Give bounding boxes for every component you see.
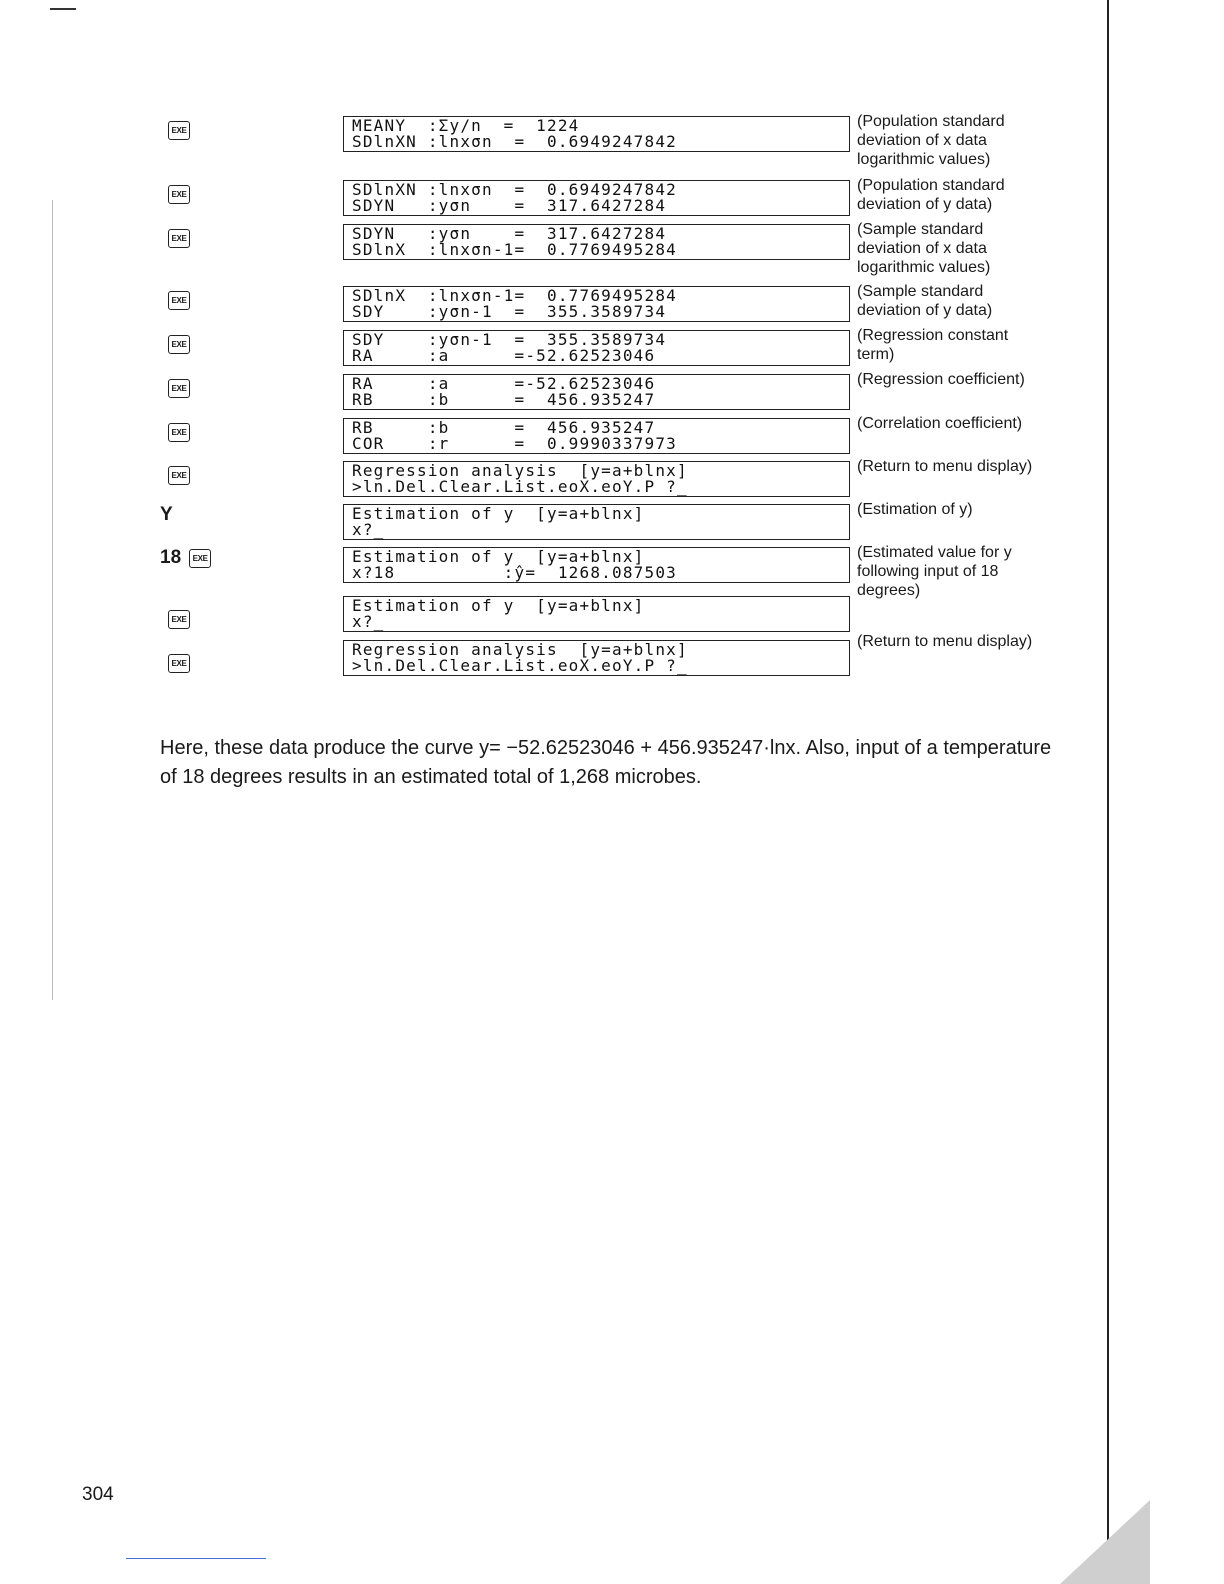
step-note: (Population standard deviation of x data logarithmic values) — [857, 113, 1005, 168]
step-note: (Estimation of y) — [857, 501, 973, 518]
step-note: (Correlation coefficient) — [857, 415, 1023, 432]
lcd-line-1: MEANY :Σy/n = 1224 — [352, 116, 580, 135]
lcd-line-1: Estimation of y [y=a+blnx] — [352, 547, 645, 566]
lcd-display — [343, 374, 850, 410]
left-margin-rule — [52, 200, 53, 1000]
step-note: (Sample standard deviation of x data logarithmic values) — [857, 221, 991, 276]
lcd-display — [343, 286, 850, 322]
lcd-line-2: x?_ — [352, 612, 385, 631]
lcd-line-1: Regression analysis [y=a+blnx] — [352, 640, 688, 659]
step-note: (Regression coefficient) — [857, 371, 1025, 388]
lcd-display — [343, 547, 850, 583]
lcd-line-2: SDYN :yσn = 317.6427284 — [352, 196, 667, 215]
lcd-line-2: x?_ — [352, 520, 385, 539]
binding-edge-rule — [1107, 0, 1109, 1584]
step-note: (Sample standard deviation of y data) — [857, 283, 993, 319]
exe-key-icon: EXE — [168, 291, 190, 310]
key-sequence — [160, 229, 190, 248]
lcd-line-1: Estimation of y [y=a+blnx] — [352, 504, 645, 523]
lcd-line-2: SDY :yσn-1 = 355.3589734 — [352, 302, 667, 321]
lcd-line-1: Estimation of y [y=a+blnx] — [352, 596, 645, 615]
lcd-line-2: >ln.Del.Clear.List.eoX.eoY.P ?_ — [352, 477, 688, 496]
lcd-display — [343, 640, 850, 676]
lcd-line-1: SDlnXN :lnxσn = 0.6949247842 — [352, 180, 677, 199]
key-sequence — [160, 121, 190, 140]
key-sequence — [160, 466, 190, 485]
key-sequence — [160, 335, 190, 354]
key-prefix: Y — [160, 504, 173, 525]
exe-key-icon: EXE — [168, 466, 190, 485]
key-sequence — [160, 504, 173, 526]
lcd-line-2: >ln.Del.Clear.List.eoX.eoY.P ?_ — [352, 656, 688, 675]
exe-key-icon: EXE — [168, 610, 190, 629]
key-sequence — [160, 610, 190, 629]
lcd-line-2: RB :b = 456.935247 — [352, 390, 656, 409]
step-note: (Return to menu display) — [857, 633, 1033, 650]
key-sequence — [160, 547, 211, 569]
exe-key-icon: EXE — [168, 335, 190, 354]
lcd-line-1: RB :b = 456.935247 — [352, 418, 656, 437]
exe-key-icon: EXE — [168, 654, 190, 673]
exe-key-icon: EXE — [168, 423, 190, 442]
lcd-display — [343, 224, 850, 260]
key-sequence — [160, 654, 190, 673]
lcd-line-2: COR :r = 0.9990337973 — [352, 434, 677, 453]
key-sequence — [160, 291, 190, 310]
binding-shadow — [1060, 1500, 1150, 1584]
step-note: (Return to menu display) — [857, 458, 1033, 475]
lcd-line-2: x?18 :ŷ= 1268.087503 — [352, 563, 677, 582]
key-sequence — [160, 185, 190, 204]
exe-key-icon: EXE — [168, 379, 190, 398]
lcd-display — [343, 116, 850, 152]
lcd-line-2: SDlnXN :lnxσn = 0.6949247842 — [352, 132, 677, 151]
lcd-display — [343, 180, 850, 216]
lcd-line-1: SDlnX :lnxσn-1= 0.7769495284 — [352, 286, 677, 305]
top-margin-mark — [50, 8, 76, 10]
lcd-line-2: SDlnX :lnxσn-1= 0.7769495284 — [352, 240, 677, 259]
key-prefix: 18 — [160, 547, 182, 568]
exe-key-icon: EXE — [168, 185, 190, 204]
page-number: 304 — [82, 1484, 114, 1505]
exe-key-icon: EXE — [189, 549, 211, 568]
lcd-display — [343, 504, 850, 540]
key-sequence — [160, 423, 190, 442]
key-sequence — [160, 379, 190, 398]
lcd-line-2: RA :a =-52.62523046 — [352, 346, 656, 365]
exe-key-icon: EXE — [168, 121, 190, 140]
lcd-line-1: Regression analysis [y=a+blnx] — [352, 461, 688, 480]
summary-paragraph: Here, these data produce the curve y= −52.62523046 + 456.935247·lnx. Also, input of a temperature of 18 degrees results in an estimated total of 1,268 microbes. — [160, 737, 1052, 788]
lcd-line-1: SDY :yσn-1 = 355.3589734 — [352, 330, 667, 349]
step-note: (Regression constant term) — [857, 327, 1009, 363]
lcd-display — [343, 330, 850, 366]
footer-rule — [126, 1558, 266, 1559]
step-note: (Population standard deviation of y data) — [857, 177, 1005, 213]
step-note: (Estimated value for y following input of 18 degrees) — [857, 544, 1012, 599]
lcd-line-1: RA :a =-52.62523046 — [352, 374, 656, 393]
exe-key-icon: EXE — [168, 229, 190, 248]
lcd-display — [343, 461, 850, 497]
lcd-line-1: SDYN :yσn = 317.6427284 — [352, 224, 667, 243]
lcd-display — [343, 596, 850, 632]
lcd-display — [343, 418, 850, 454]
